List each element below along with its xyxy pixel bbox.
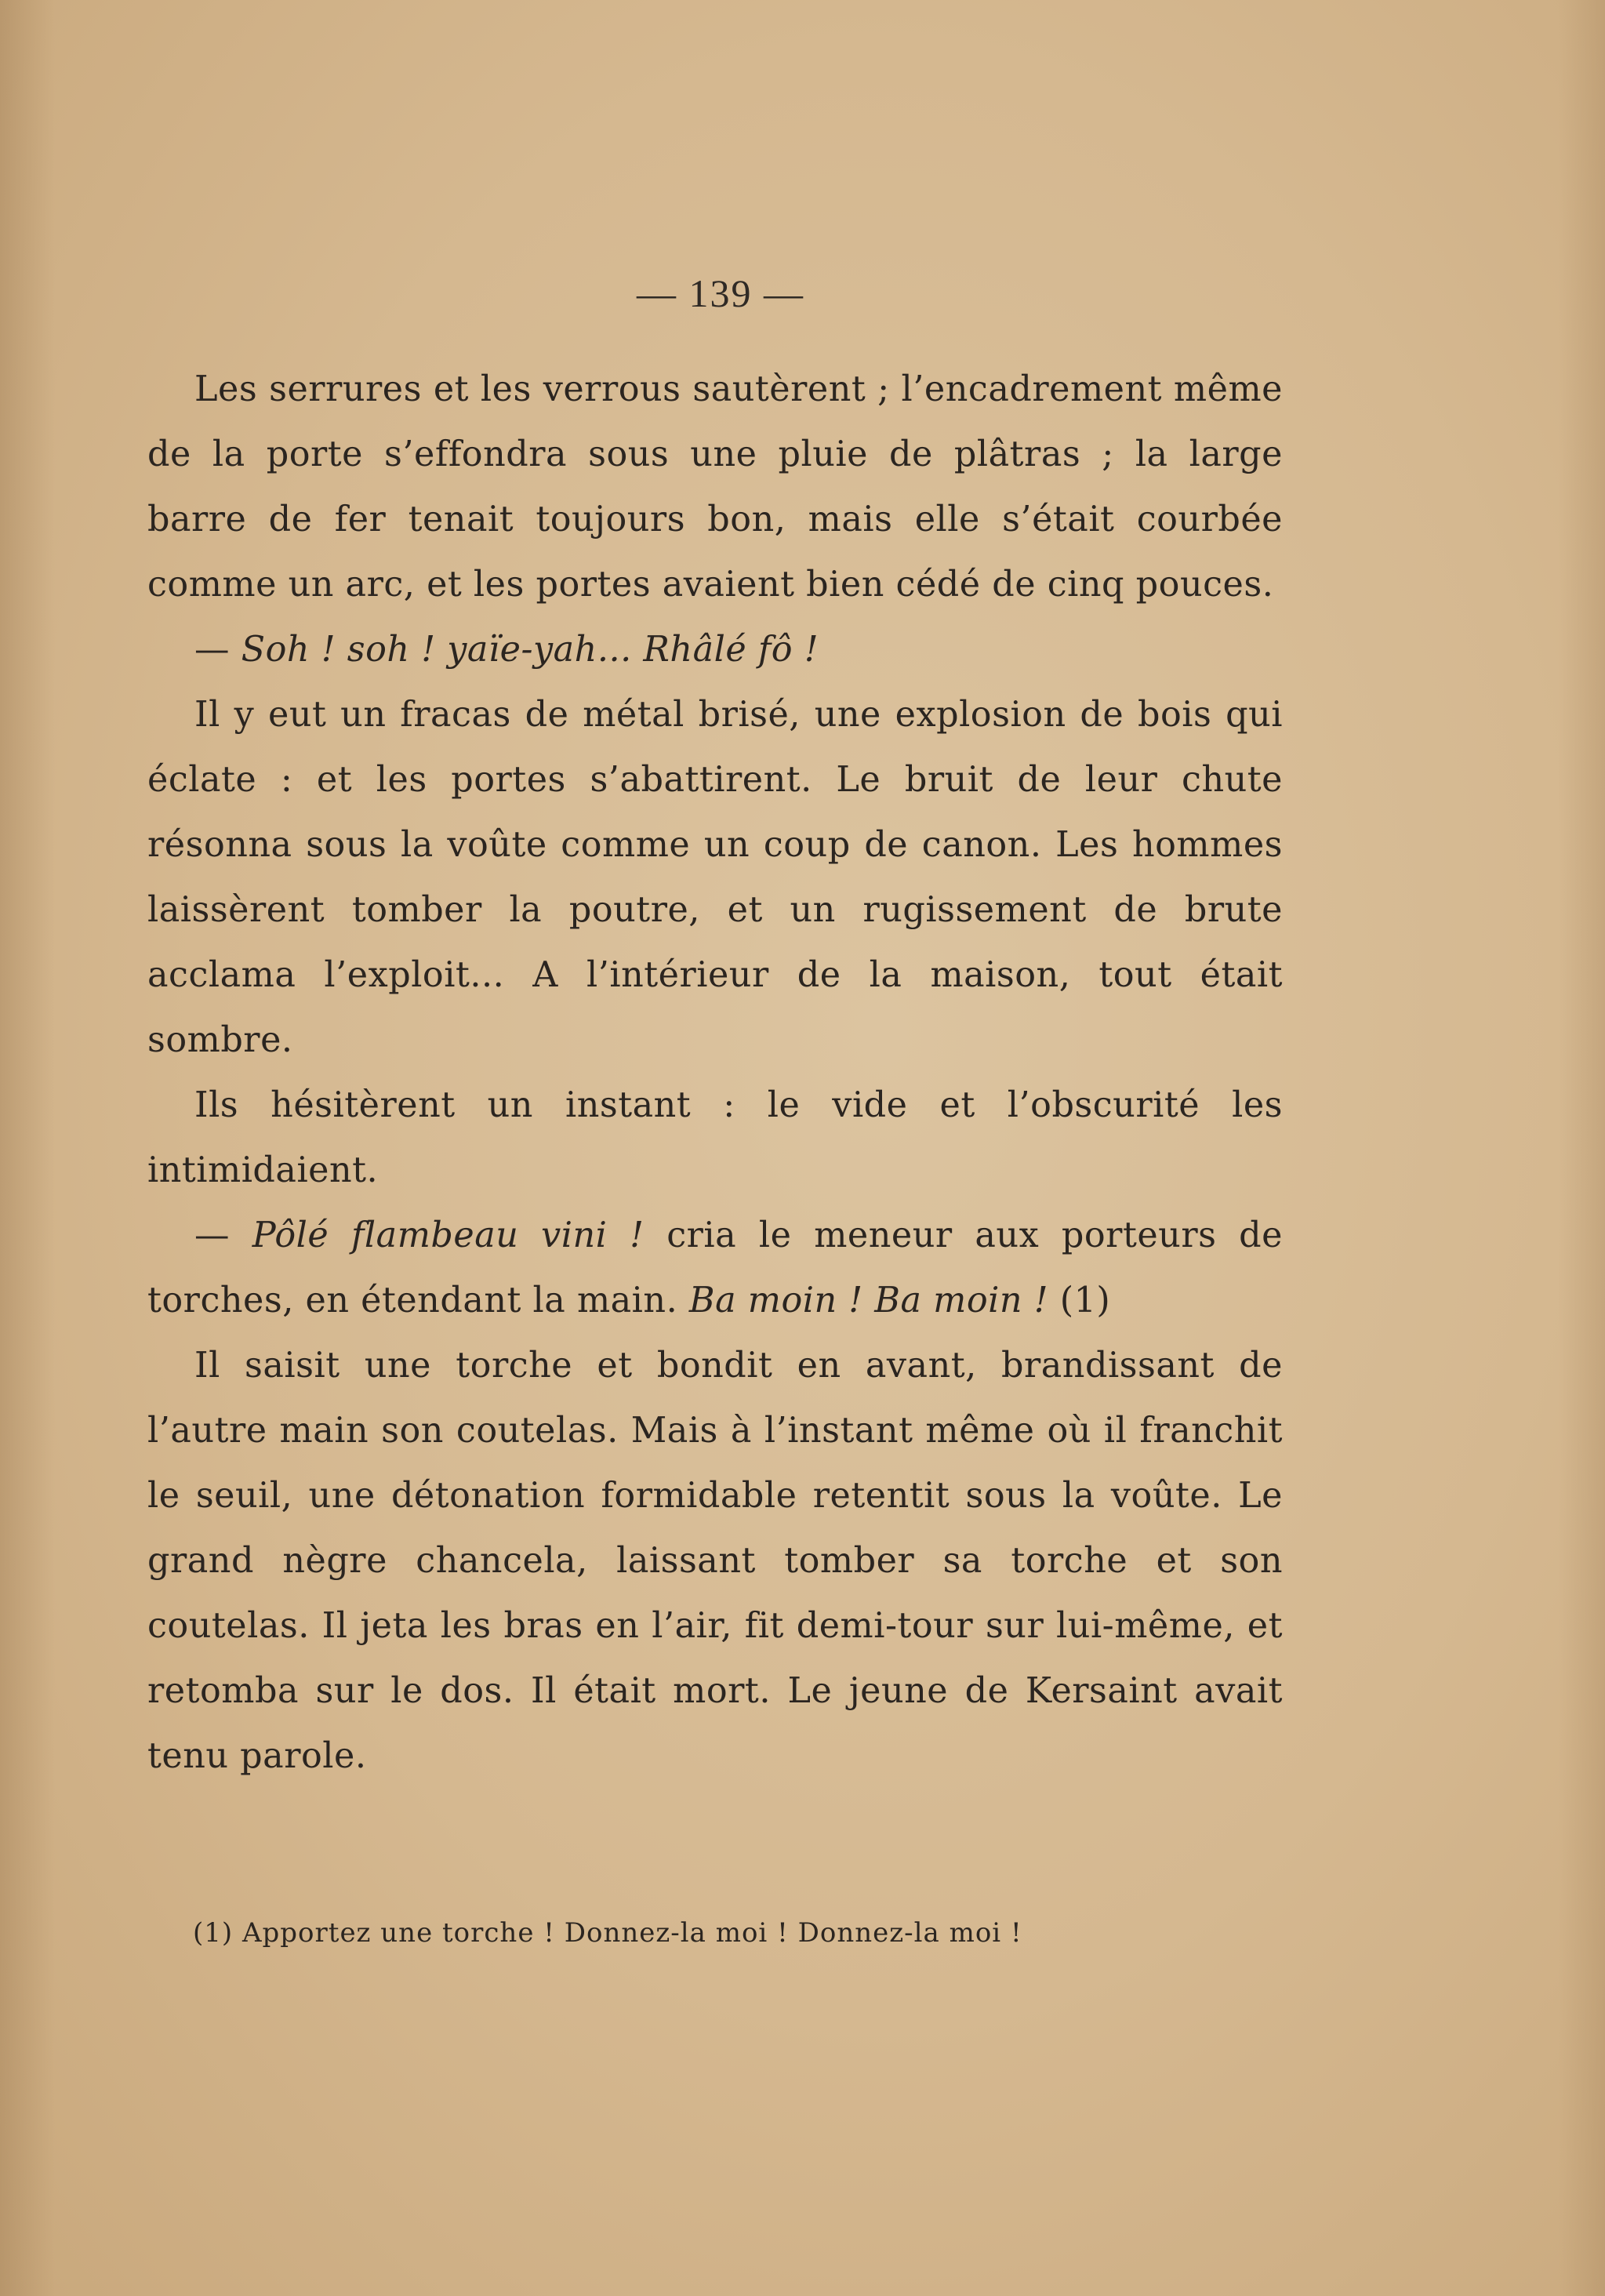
paragraph-4: Ils hésitèrent un instant : le vide et l’obscurité les intimidaient. xyxy=(147,1085,1283,1190)
body-text xyxy=(147,357,1283,1789)
page-edge-shadow-left xyxy=(0,0,55,2296)
paragraph-5-dialogue xyxy=(147,1203,1283,1333)
page-edge-shadow-right xyxy=(1558,0,1605,2296)
narration: cria le meneur aux porteurs de torches, en étendant la main. xyxy=(147,1215,1283,1321)
paragraph-6: Il saisit une torche et bondit en avant, brandissant de l’autre main son coutelas. Mais à l’instant même où il franchit le seuil, une détonation formidable retentit sous la voûte. Le grand nègre chancela, laissant tomber sa torche et son coutelas. Il jeta les bras en l’air, fit demi-tour sur lui-même, et retomba sur le dos. Il était mort. Le jeune de Kersaint avait tenu parole. xyxy=(147,1346,1283,1776)
creole-exclamation: Soh ! soh ! yaïe-yah... Rhâlé fô ! xyxy=(241,630,819,670)
page-number: — 139 — xyxy=(637,271,804,315)
dialogue-dash: — xyxy=(194,1215,252,1255)
creole-command-2: Ba moin ! Ba moin ! xyxy=(688,1281,1049,1321)
paragraph-2-dialogue xyxy=(147,617,1283,682)
dialogue-dash: — xyxy=(194,630,241,670)
footnote-reference: (1) xyxy=(1048,1281,1111,1321)
paragraph-1: Les serrures et les verrous sautèrent ; l’encadrement même de la porte s’effondra sous une pluie de plâtras ; la large barre de fer tenait toujours bon, mais elle s’était courbée comme un arc, et les portes avaient bien cédé de cinq pouces. xyxy=(147,369,1283,605)
creole-command-1: Pôlé flambeau vini ! xyxy=(252,1215,645,1255)
footnote: (1) Apportez une torche ! Donnez-la moi ! Donnez-la moi ! xyxy=(193,1917,1022,1949)
paragraph-3: Il y eut un fracas de métal brisé, une explosion de bois qui éclate : et les portes s’abattirent. Le bruit de leur chute résonna sous la voûte comme un coup de canon. Les hommes laissèrent tomber la poutre, et un rugissement de brute acclama l’exploit... A l’intérieur de la maison, tout était sombre. xyxy=(147,695,1283,1060)
